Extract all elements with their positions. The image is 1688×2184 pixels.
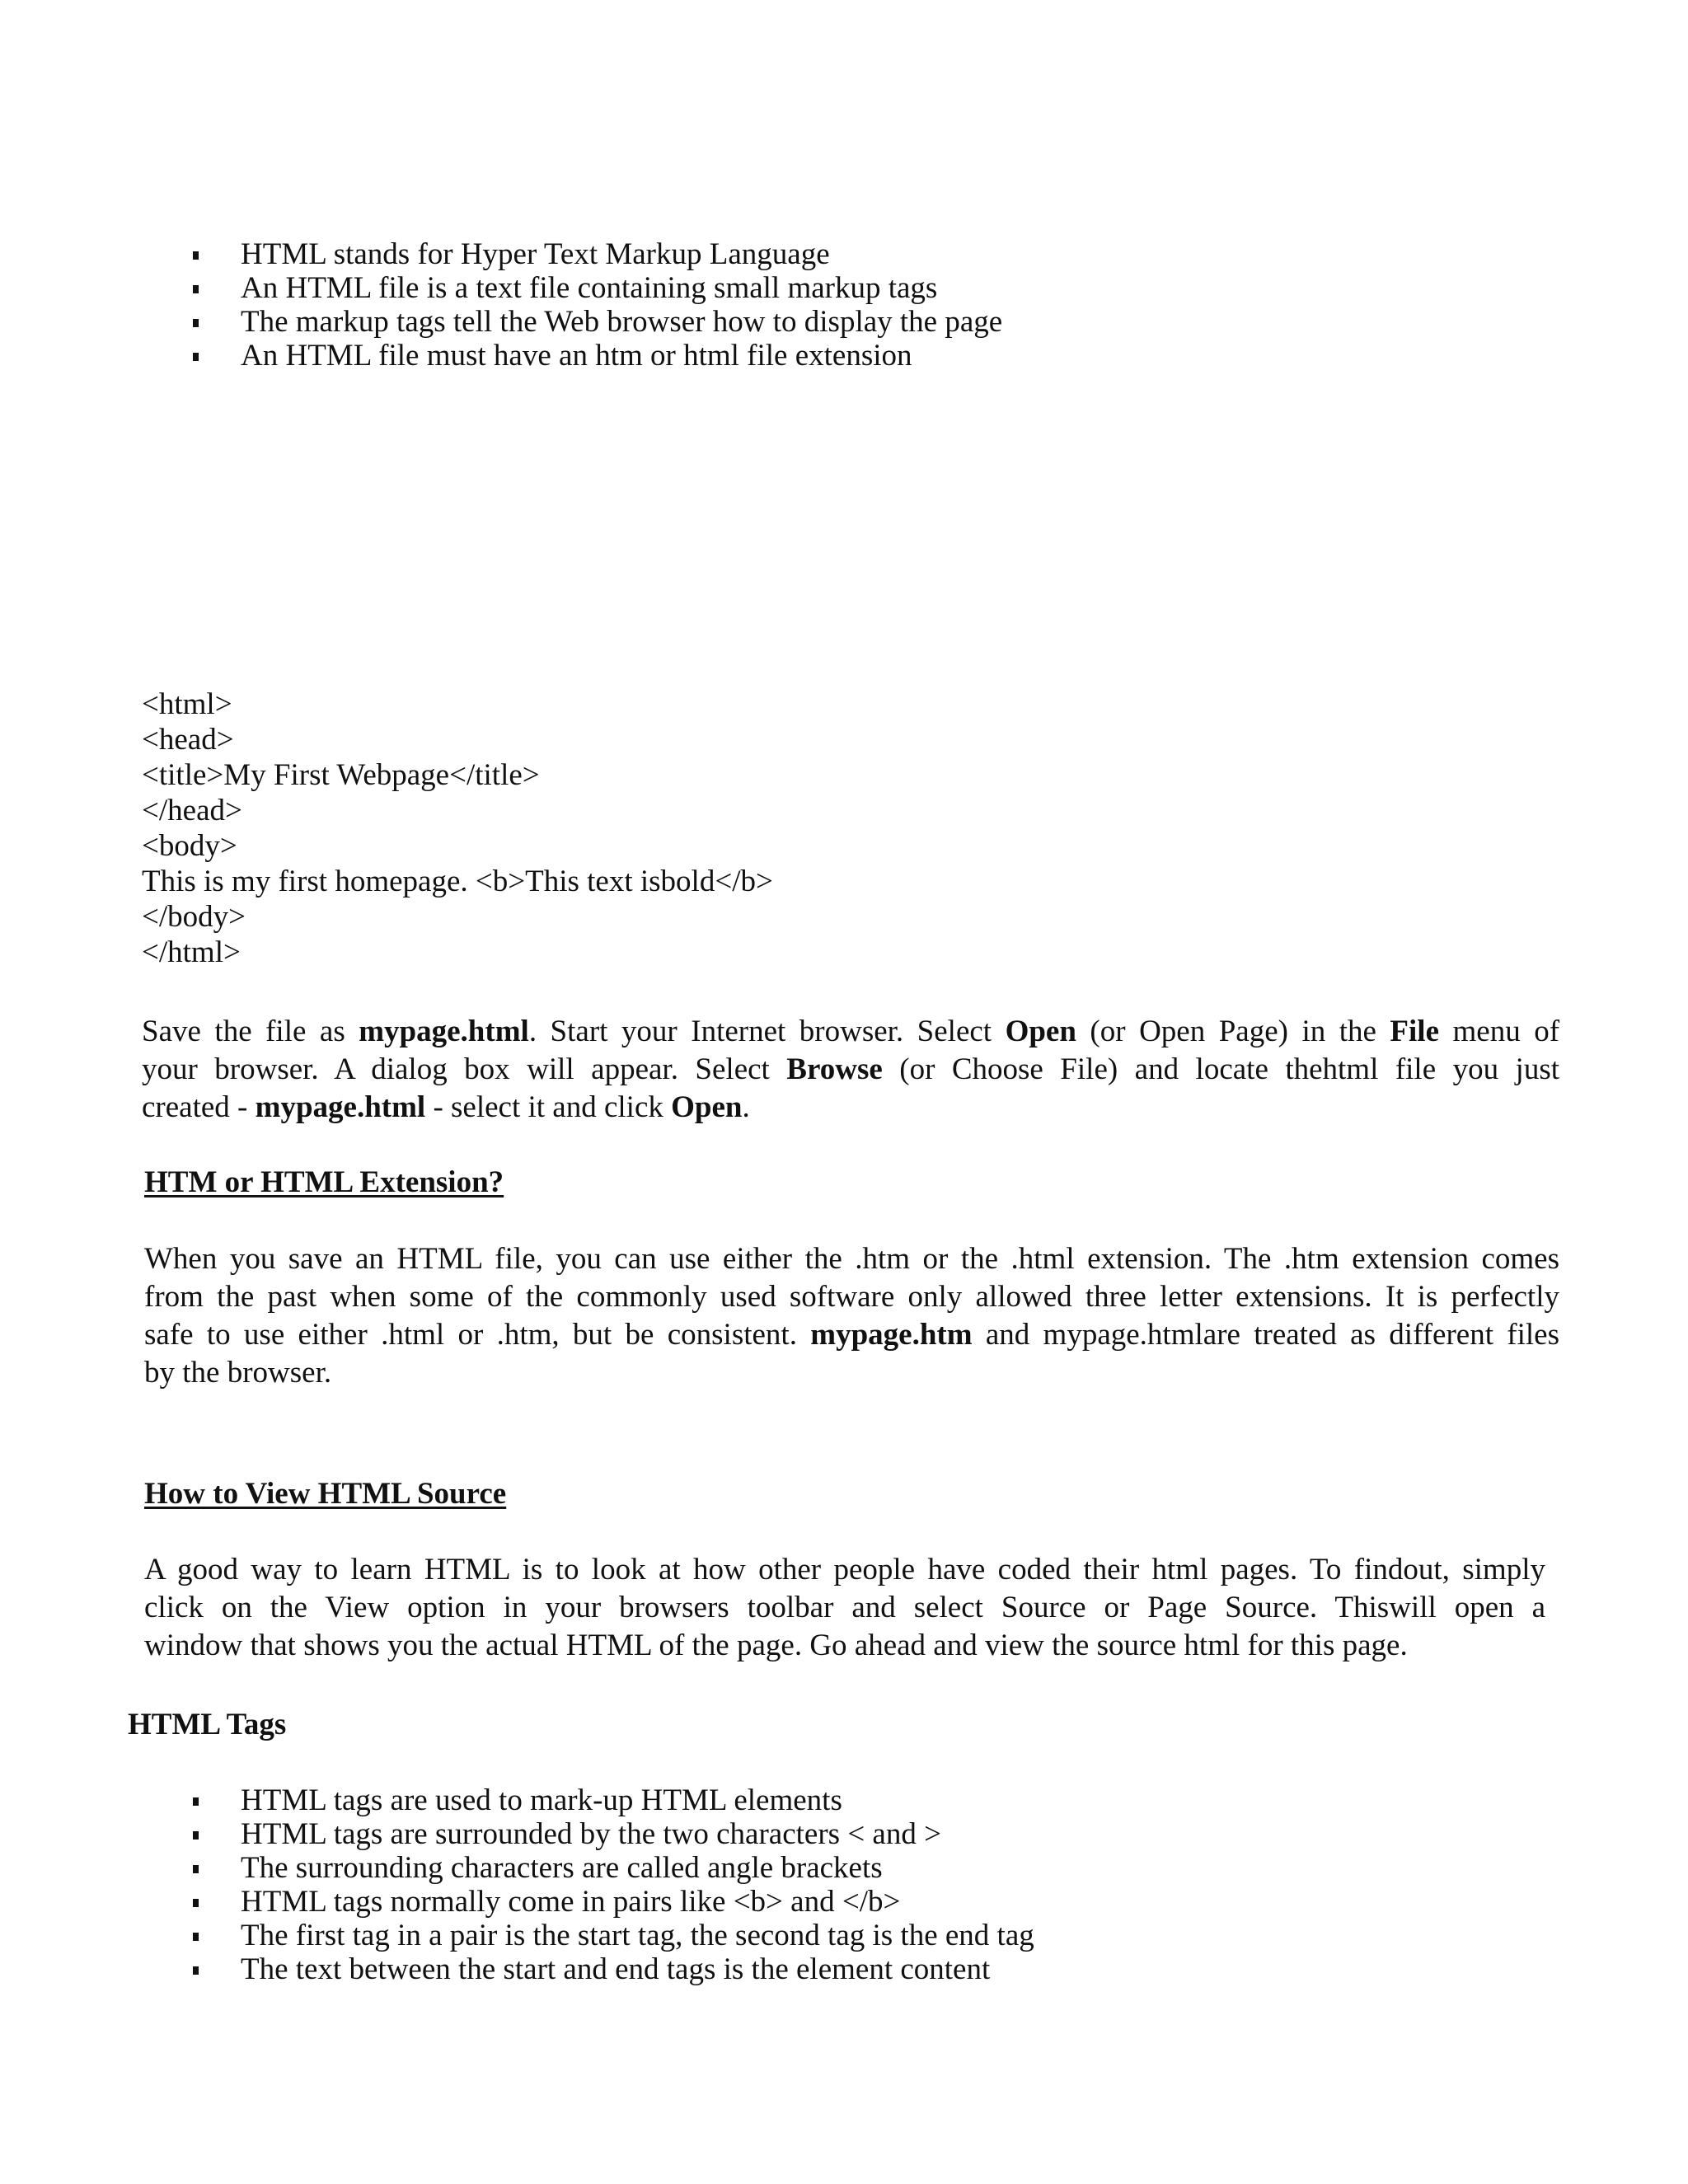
code-line: </body> (142, 900, 246, 934)
paragraph-line: your browser. A dialog box will appear. Select Browse (or Choose File) and locate thehtml file you just (142, 1052, 1560, 1086)
view-source-paragraph (144, 1551, 1545, 1665)
square-bullet-icon (193, 1797, 199, 1806)
extension-heading: HTM or HTML Extension? (144, 1165, 504, 1199)
square-bullet-icon (193, 285, 199, 293)
square-bullet-icon (193, 1831, 199, 1840)
list-item: HTML stands for Hyper Text Markup Language (241, 237, 1002, 271)
square-bullet-icon (193, 1966, 199, 1975)
paragraph-line: When you save an HTML file, you can use either the .htm or the .html extension. The .htm extension comes (144, 1242, 1559, 1276)
square-bullet-icon (193, 1865, 199, 1873)
square-bullet-icon (193, 319, 199, 327)
save-file-paragraph (142, 1013, 1559, 1127)
code-line: <head> (142, 723, 234, 757)
intro-bullet-list (241, 237, 1002, 373)
paragraph-line: from the past when some of the commonly used software only allowed three letter extensions. It is perfectly (144, 1280, 1559, 1314)
list-item: An HTML file is a text file containing small markup tags (241, 271, 1002, 305)
list-item: HTML tags are surrounded by the two characters < and > (241, 1817, 1034, 1851)
list-item: The text between the start and end tags is the element content (241, 1952, 1034, 1986)
paragraph-line: window that shows you the actual HTML of the page. Go ahead and view the source html for this page. (144, 1629, 1408, 1662)
square-bullet-icon (193, 1899, 199, 1907)
square-bullet-icon (193, 251, 199, 260)
code-line: This is my first homepage. <b>This text isbold</b> (142, 865, 773, 898)
list-item: HTML tags normally come in pairs like <b> and </b> (241, 1885, 1034, 1919)
list-item: The markup tags tell the Web browser how to display the page (241, 305, 1002, 339)
list-item: An HTML file must have an htm or html file extension (241, 339, 1002, 373)
paragraph-line: Save the file as mypage.html. Start your Internet browser. Select Open (or Open Page) in the File menu of (142, 1015, 1560, 1048)
extension-paragraph (144, 1240, 1559, 1392)
code-line: </head> (142, 794, 242, 827)
code-line: </html> (142, 935, 241, 969)
code-line: <body> (142, 829, 237, 863)
paragraph-line: safe to use either .html or .htm, but be consistent. mypage.htm and mypage.htmlare treated as different files (144, 1318, 1559, 1352)
list-item: The surrounding characters are called angle brackets (241, 1851, 1034, 1885)
view-source-heading: How to View HTML Source (144, 1477, 507, 1511)
html-tags-heading: HTML Tags (128, 1708, 287, 1741)
code-line: <title>My First Webpage</title> (142, 758, 540, 792)
code-line: <html> (142, 687, 232, 721)
square-bullet-icon (193, 353, 199, 361)
tags-bullet-list (241, 1783, 1034, 1986)
paragraph-line: A good way to learn HTML is to look at how other people have coded their html pages. To findout, simply (144, 1553, 1545, 1586)
list-item: HTML tags are used to mark-up HTML elements (241, 1783, 1034, 1817)
paragraph-line: by the browser. (144, 1356, 332, 1390)
list-item: The first tag in a pair is the start tag, the second tag is the end tag (241, 1919, 1034, 1952)
paragraph-line: created - mypage.html - select it and click Open. (142, 1090, 750, 1124)
square-bullet-icon (193, 1933, 199, 1941)
paragraph-line: click on the View option in your browsers toolbar and select Source or Page Source. Thiswill open a (144, 1591, 1545, 1624)
html-code-sample (142, 687, 773, 970)
